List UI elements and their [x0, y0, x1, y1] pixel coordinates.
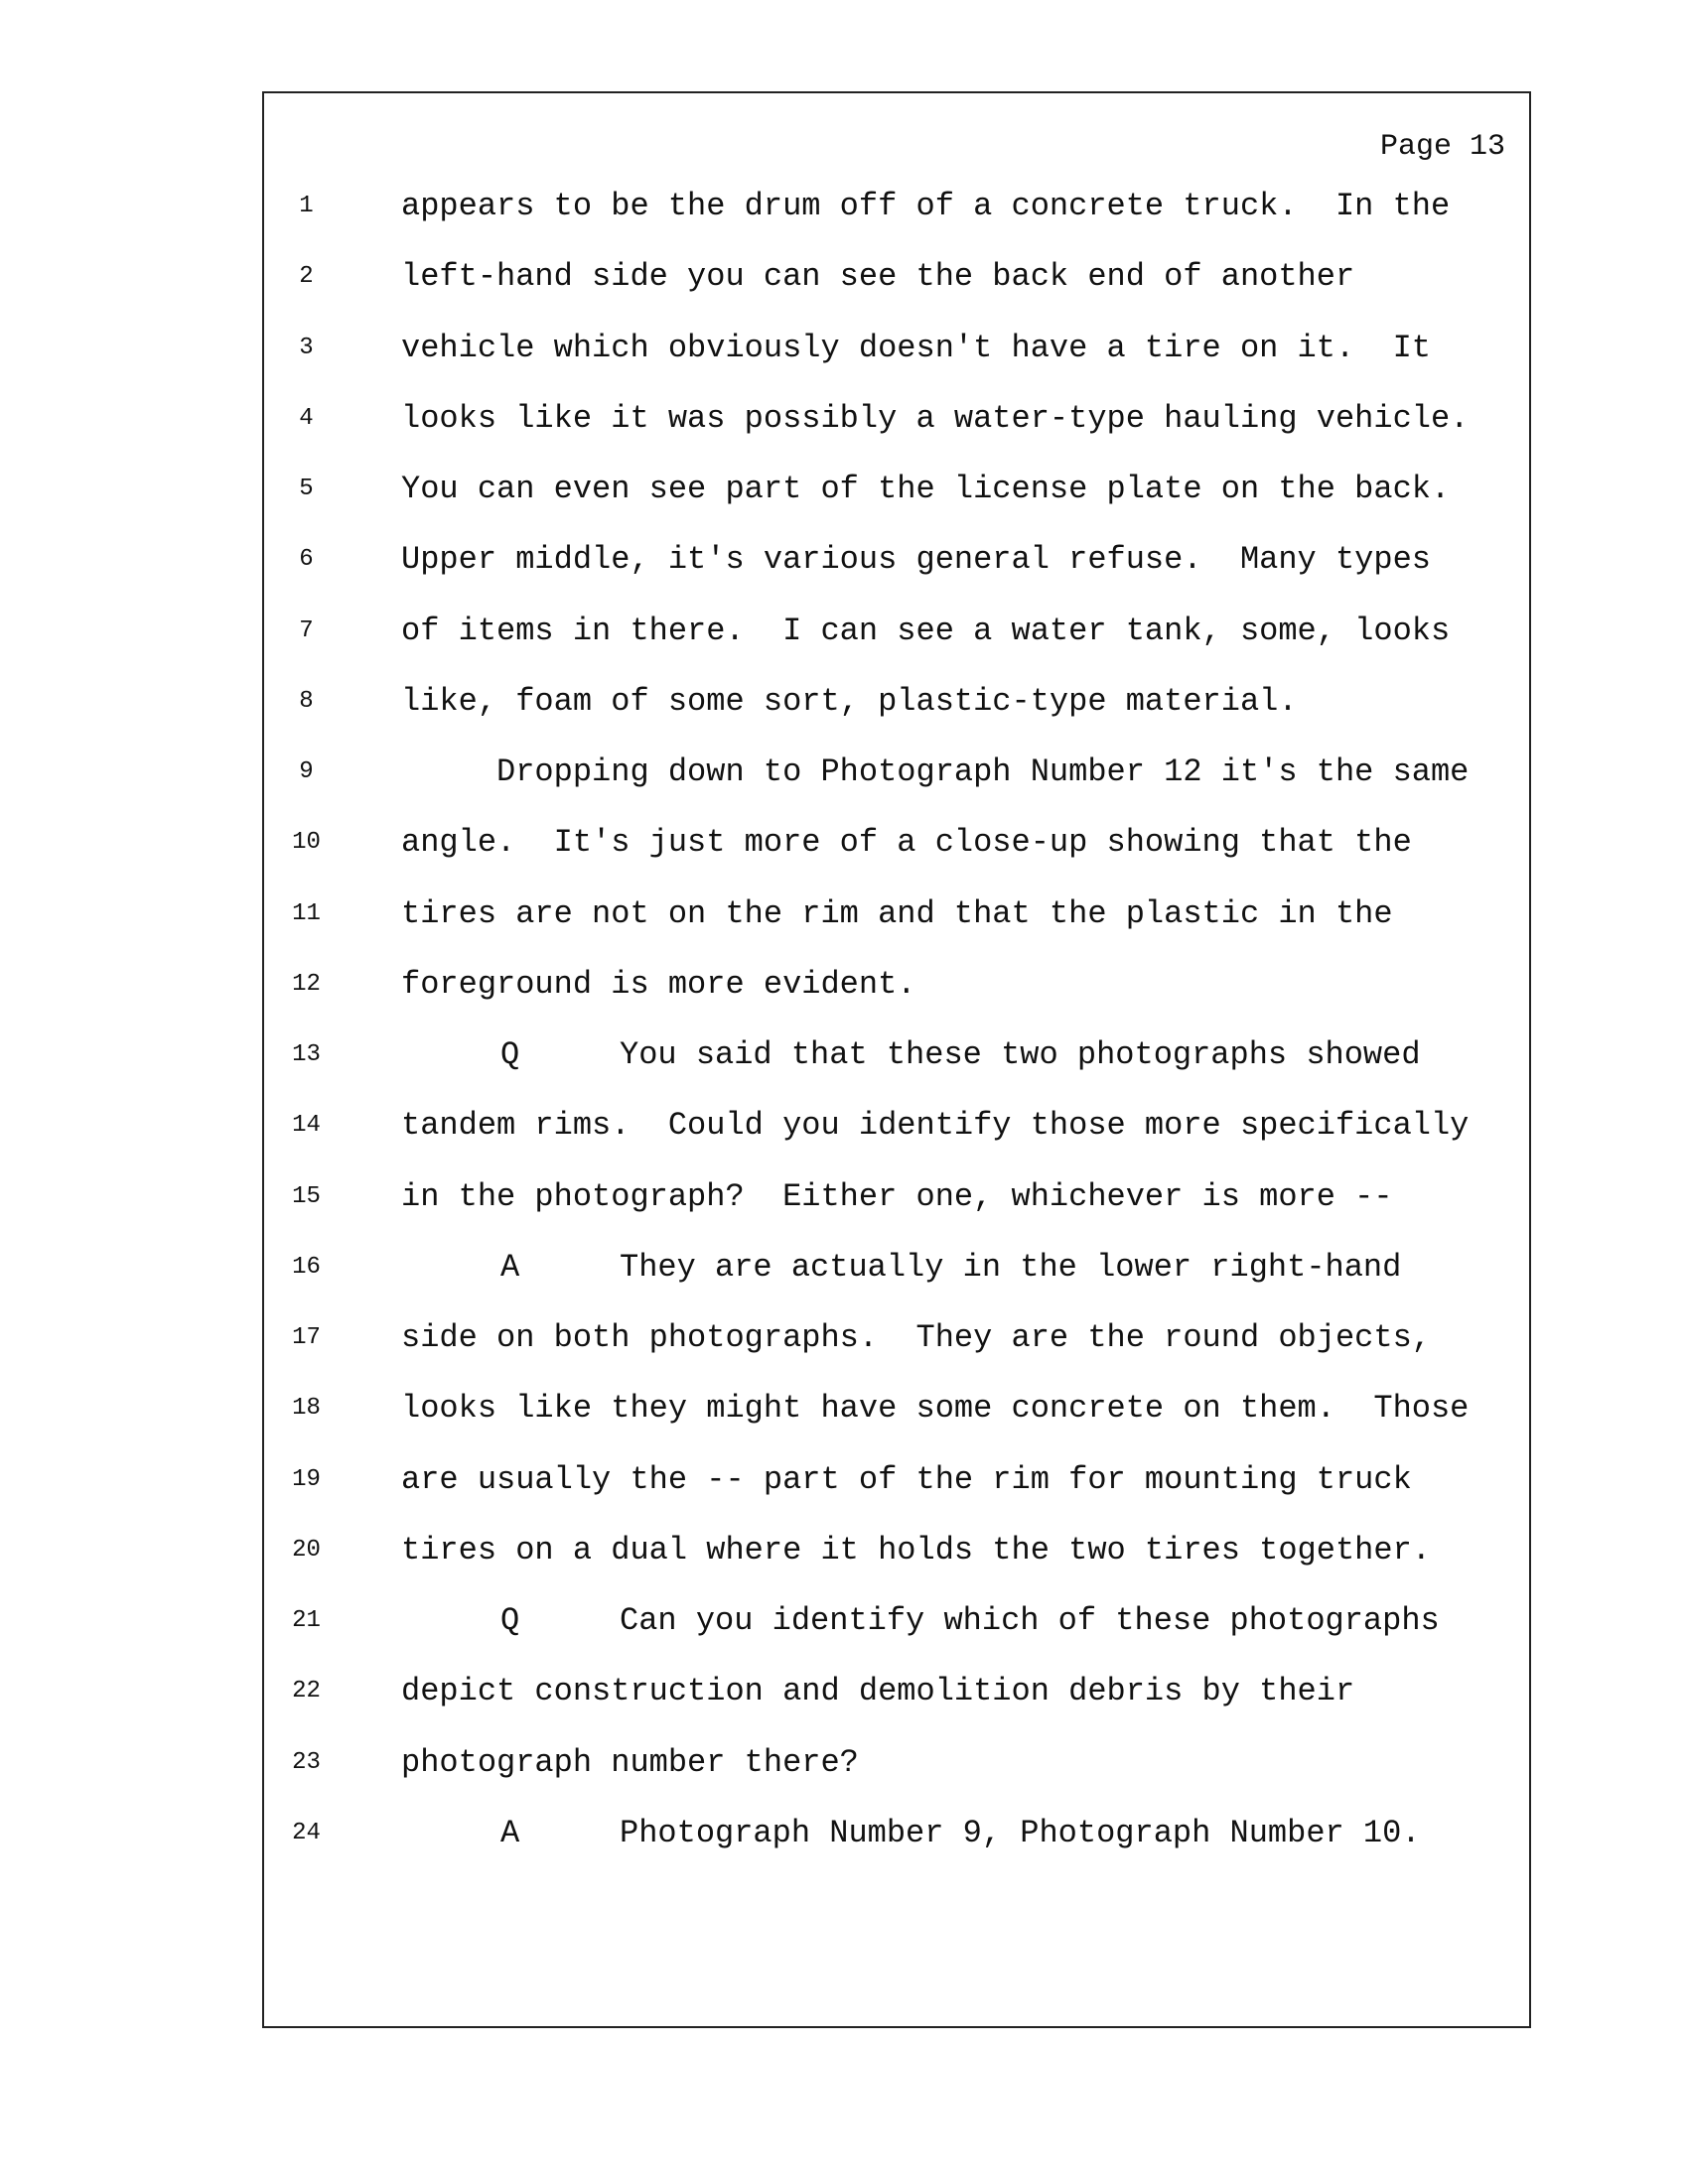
- line-text: angle. It's just more of a close-up showing that the: [401, 824, 1412, 862]
- line-number: 11: [292, 899, 321, 927]
- transcript-line: [264, 540, 1529, 611]
- transcript-page: [262, 91, 1531, 2028]
- transcript-line: [264, 752, 1529, 823]
- transcript-line: [264, 1177, 1529, 1248]
- line-number: 14: [292, 1112, 321, 1140]
- transcript-line: [264, 965, 1529, 1035]
- speaker-text-row: [401, 1814, 1421, 1853]
- line-text: vehicle which obviously doesn't have a tire on it. It: [401, 329, 1431, 366]
- transcript-line: [264, 1248, 1529, 1318]
- line-text: side on both photographs. They are the round objects,: [401, 1319, 1431, 1356]
- line-number: 4: [299, 404, 314, 432]
- transcript-line: [264, 823, 1529, 893]
- transcript-line: [264, 1672, 1529, 1742]
- line-number: 8: [299, 687, 314, 715]
- line-number: 16: [292, 1253, 321, 1281]
- line-number: 18: [292, 1395, 321, 1423]
- speaker-text-row: [401, 1601, 1440, 1641]
- transcript-line: [264, 399, 1529, 470]
- transcript-line: [264, 894, 1529, 965]
- transcript-line: [264, 612, 1529, 682]
- transcript-line: [264, 257, 1529, 328]
- line-text: tires on a dual where it holds the two tires together.: [401, 1531, 1431, 1569]
- line-text: of items in there. I can see a water tank, some, looks: [401, 612, 1451, 649]
- transcript-line: [264, 1531, 1529, 1601]
- line-number: 12: [292, 970, 321, 998]
- speaker-label: A: [500, 1248, 520, 1286]
- line-number: 2: [299, 263, 314, 291]
- page-number: Page 13: [1379, 130, 1505, 164]
- line-number: 10: [292, 829, 321, 857]
- line-text: They are actually in the lower right-hand: [620, 1248, 1402, 1286]
- line-number: 1: [299, 193, 314, 219]
- line-text: looks like they might have some concrete on them. Those: [401, 1390, 1470, 1428]
- line-text: tires are not on the rim and that the plastic in the: [401, 894, 1393, 932]
- transcript-line: [264, 1318, 1529, 1389]
- line-text: left-hand side you can see the back end of another: [401, 258, 1355, 296]
- transcript-line: [264, 187, 1529, 257]
- line-text: Upper middle, it's various general refuse. Many types: [401, 541, 1431, 579]
- line-number: 5: [299, 476, 314, 502]
- line-text: Photograph Number 9, Photograph Number 10.: [620, 1814, 1421, 1851]
- line-text: depict construction and demolition debris by their: [401, 1673, 1355, 1710]
- line-number: 13: [292, 1041, 321, 1068]
- transcript-line: [264, 682, 1529, 752]
- transcript-line: [264, 1601, 1529, 1672]
- speaker-text-row: [401, 1248, 1401, 1288]
- transcript-line: [264, 1743, 1529, 1814]
- line-number: 21: [292, 1607, 321, 1634]
- speaker-label: Q: [500, 1602, 520, 1639]
- line-text: You said that these two photographs showed: [620, 1036, 1421, 1073]
- transcript-line: [264, 1460, 1529, 1531]
- transcript-line: [264, 1106, 1529, 1176]
- transcript-line: [264, 329, 1529, 399]
- transcript-line: [264, 1814, 1529, 1884]
- line-number: 22: [292, 1678, 321, 1706]
- speaker-label: A: [500, 1814, 520, 1851]
- transcript-line: [264, 470, 1529, 540]
- transcript-line: [264, 1389, 1529, 1459]
- line-text: in the photograph? Either one, whichever is more --: [401, 1177, 1393, 1215]
- line-number: 7: [299, 616, 314, 644]
- line-number: 3: [299, 334, 314, 361]
- transcript-lines: [264, 187, 1529, 1884]
- transcript-line: [264, 1035, 1529, 1106]
- line-number: 15: [292, 1182, 321, 1210]
- speaker-label: Q: [500, 1036, 520, 1073]
- line-text: looks like it was possibly a water-type hauling vehicle.: [401, 399, 1470, 437]
- line-text: Dropping down to Photograph Number 12 it's the same: [401, 753, 1470, 790]
- line-number: 23: [292, 1748, 321, 1776]
- line-number: 17: [292, 1324, 321, 1351]
- line-number: 9: [299, 758, 314, 785]
- line-number: 20: [292, 1536, 321, 1564]
- line-text: appears to be the drum off of a concrete truck. In the: [401, 188, 1451, 224]
- line-number: 6: [299, 546, 314, 574]
- line-text: are usually the -- part of the rim for mounting truck: [401, 1460, 1412, 1498]
- line-text: Can you identify which of these photographs: [620, 1602, 1440, 1639]
- line-number: 19: [292, 1465, 321, 1493]
- line-number: 24: [292, 1819, 321, 1846]
- speaker-text-row: [401, 1035, 1421, 1075]
- line-text: You can even see part of the license plate on the back.: [401, 471, 1451, 507]
- line-text: foreground is more evident.: [401, 965, 916, 1003]
- line-text: like, foam of some sort, plastic-type material.: [401, 682, 1298, 720]
- line-text: tandem rims. Could you identify those more specifically: [401, 1107, 1470, 1145]
- line-text: photograph number there?: [401, 1743, 859, 1781]
